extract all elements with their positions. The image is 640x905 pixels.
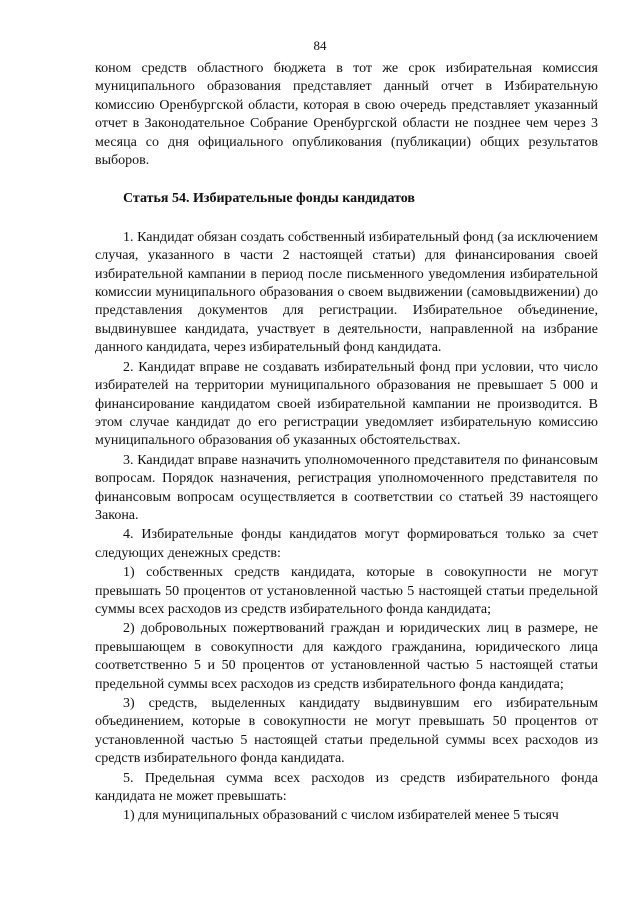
paragraph-3: 3. Кандидат вправе назначить уполномоченного представителя по финансовым вопросам. Порядок назначения, регистрация уполномоченного представителя по финансовым вопросам осуществляется в соответствии со статьей 39 настоящего Закона.	[95, 452, 598, 523]
page-body	[95, 60, 598, 826]
article-heading: Статья 54. Избирательные фонды кандидатов	[123, 191, 415, 207]
intro-paragraph: коном средств областного бюджета в тот же срок избирательная комиссия муниципального образования представляет данный отчет в Избирательную комиссию Оренбургской области, которая в свою очередь представляет указанный отчет в Законодательное Собрание Оренбургской области не позднее чем через 3 месяца со дня официального опубликования (публикации) общих результатов выборов.	[95, 61, 598, 169]
subitem-4-1: 1) собственных средств кандидата, которые в совокупности не могут превышать 50 процентов от установленной частью 5 настоящей статьи предельной суммы всех расходов из средств избирательного фонда кандидата;	[95, 565, 598, 617]
paragraph-4: 4. Избирательные фонды кандидатов могут формироваться только за счет следующих денежных средств:	[95, 527, 598, 561]
subitem-5-1: 1) для муниципальных образований с числом избирателей менее 5 тысяч	[123, 808, 559, 824]
paragraph-1: 1. Кандидат обязан создать собственный избирательный фонд (за исключением случая, указанного в части 2 настоящей статьи) для финансирования своей избирательной кампании в период после письменного уведомления избирательной комиссии муниципального образования о своем выдвижении (самовыдвижении) до представления документов для регистрации. Избирательное объединение, выдвинувшее кандидата, участвует в деятельности, направленной на избрание данного кандидата, через избирательный фонд кандидата.	[95, 229, 598, 356]
paragraph-2: 2. Кандидат вправе не создавать избирательный фонд при условии, что число избирателей на территории муниципального образования не превышает 5 000 и финансирование кандидатом своей избирательной кампании не производится. В этом случае кандидат до его регистрации уведомляет избирательную комиссию муниципального образования об указанных обстоятельствах.	[95, 359, 598, 449]
subitem-4-2: 2) добровольных пожертвований граждан и юридических лиц в размере, не превышающем в совокупности для каждого гражданина, юридического лица соответственно 5 и 50 процентов от установленной частью 5 настоящей статьи предельной суммы всех расходов из средств избирательного фонда кандидата;	[95, 621, 598, 692]
paragraph-5: 5. Предельная сумма всех расходов из средств избирательного фонда кандидата не может превышать:	[95, 770, 598, 805]
subitem-4-3: 3) средств, выделенных кандидату выдвинувшим его избирательным объединением, которые в совокупности не могут превышать 50 процентов от установленной частью 5 настоящей статьи предельной суммы всех расходов из средств избирательного фонда кандидата.	[95, 696, 598, 767]
page-number: 84	[313, 38, 327, 53]
